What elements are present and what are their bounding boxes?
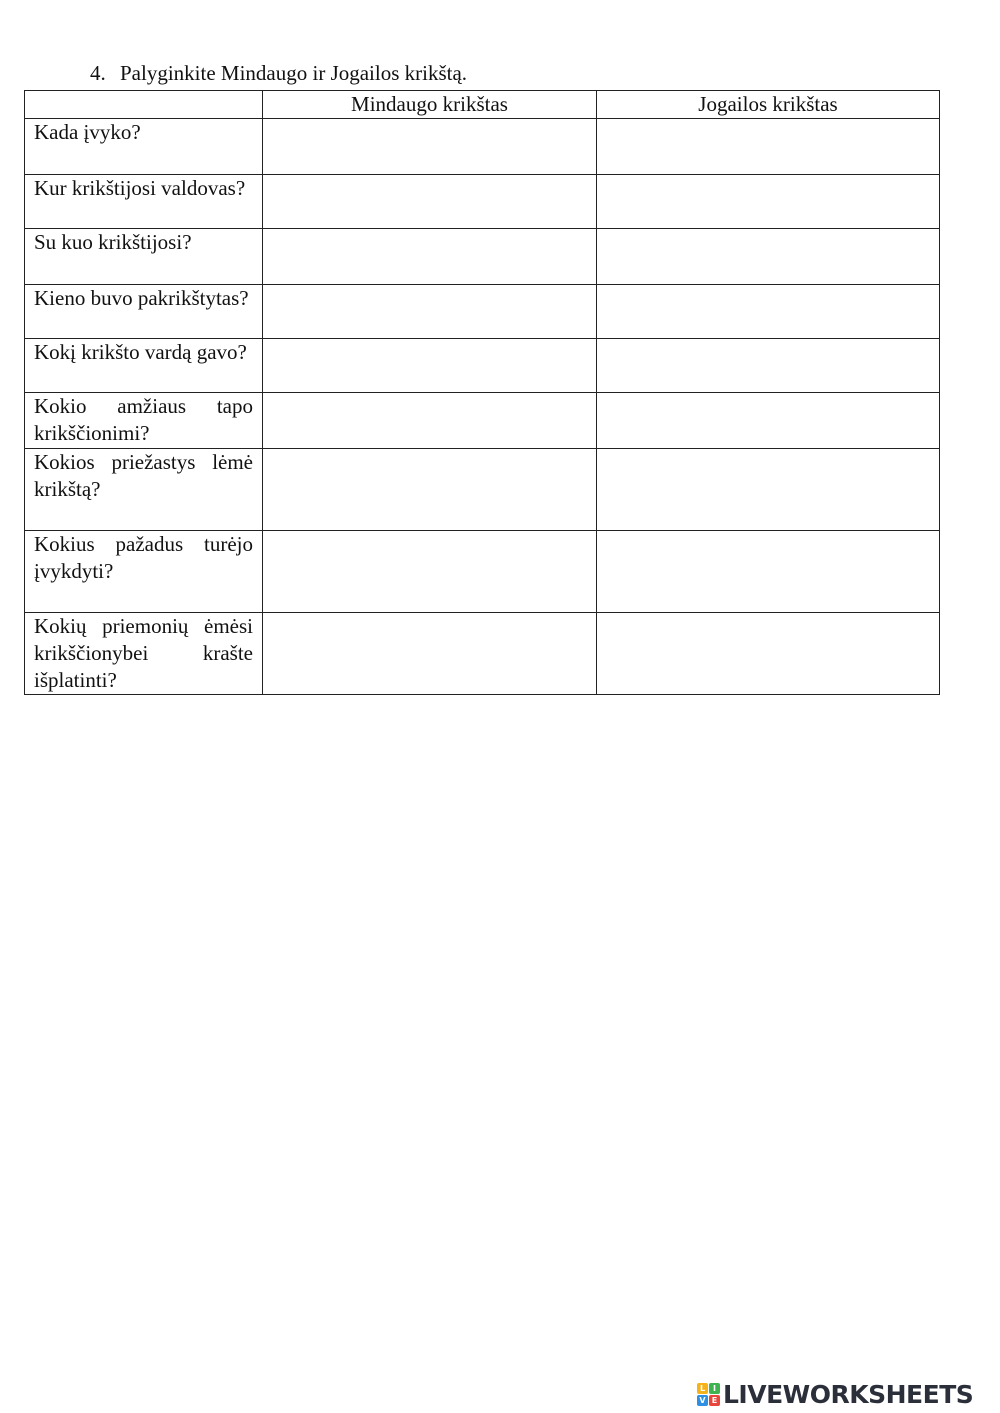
header-mindaugo: Mindaugo krikštas bbox=[263, 91, 597, 119]
answer-mindaugo[interactable] bbox=[263, 393, 597, 449]
answer-jogailos[interactable] bbox=[597, 229, 940, 285]
logo-mark-i: I bbox=[709, 1383, 720, 1394]
question-cell: Kokių priemonių ėmėsi krikščionybei krašte išplatinti? bbox=[25, 613, 263, 695]
answer-jogailos[interactable] bbox=[597, 339, 940, 393]
question-cell: Kokius pažadus turėjo įvykdyti? bbox=[25, 531, 263, 613]
liveworksheets-logo bbox=[697, 1378, 973, 1410]
answer-mindaugo[interactable] bbox=[263, 531, 597, 613]
logo-mark-v: V bbox=[697, 1395, 708, 1406]
question-cell: Kur krikštijosi valdovas? bbox=[25, 175, 263, 229]
logo-icon bbox=[697, 1383, 720, 1406]
answer-mindaugo[interactable] bbox=[263, 175, 597, 229]
comparison-table bbox=[24, 90, 940, 695]
table-row bbox=[25, 285, 940, 339]
table-row bbox=[25, 531, 940, 613]
table-row bbox=[25, 175, 940, 229]
table-row bbox=[25, 119, 940, 175]
answer-mindaugo[interactable] bbox=[263, 449, 597, 531]
answer-mindaugo[interactable] bbox=[263, 229, 597, 285]
header-empty-cell bbox=[25, 91, 263, 119]
answer-jogailos[interactable] bbox=[597, 285, 940, 339]
answer-jogailos[interactable] bbox=[597, 449, 940, 531]
question-cell: Kieno buvo pakrikštytas? bbox=[25, 285, 263, 339]
question-cell: Kokį krikšto vardą gavo? bbox=[25, 339, 263, 393]
task-title bbox=[90, 60, 467, 86]
answer-mindaugo[interactable] bbox=[263, 285, 597, 339]
task-number: 4. bbox=[90, 61, 106, 85]
answer-jogailos[interactable] bbox=[597, 119, 940, 175]
answer-mindaugo[interactable] bbox=[263, 339, 597, 393]
logo-text: LIVEWORKSHEETS bbox=[723, 1379, 974, 1409]
answer-jogailos[interactable] bbox=[597, 531, 940, 613]
table-row bbox=[25, 449, 940, 531]
table-row bbox=[25, 393, 940, 449]
table-row bbox=[25, 339, 940, 393]
question-cell: Kada įvyko? bbox=[25, 119, 263, 175]
logo-mark-l: L bbox=[697, 1383, 708, 1394]
header-row bbox=[25, 91, 940, 119]
task-title-text: Palyginkite Mindaugo ir Jogailos krikštą. bbox=[120, 61, 468, 85]
answer-mindaugo[interactable] bbox=[263, 613, 597, 695]
question-cell: Su kuo krikštijosi? bbox=[25, 229, 263, 285]
answer-mindaugo[interactable] bbox=[263, 119, 597, 175]
answer-jogailos[interactable] bbox=[597, 613, 940, 695]
question-cell: Kokio amžiaus tapo krikščionimi? bbox=[25, 393, 263, 449]
table-row bbox=[25, 229, 940, 285]
answer-jogailos[interactable] bbox=[597, 393, 940, 449]
table-row bbox=[25, 613, 940, 695]
logo-mark-e: E bbox=[709, 1395, 720, 1406]
header-jogailos: Jogailos krikštas bbox=[597, 91, 940, 119]
answer-jogailos[interactable] bbox=[597, 175, 940, 229]
question-cell: Kokios priežastys lėmė krikštą? bbox=[25, 449, 263, 531]
